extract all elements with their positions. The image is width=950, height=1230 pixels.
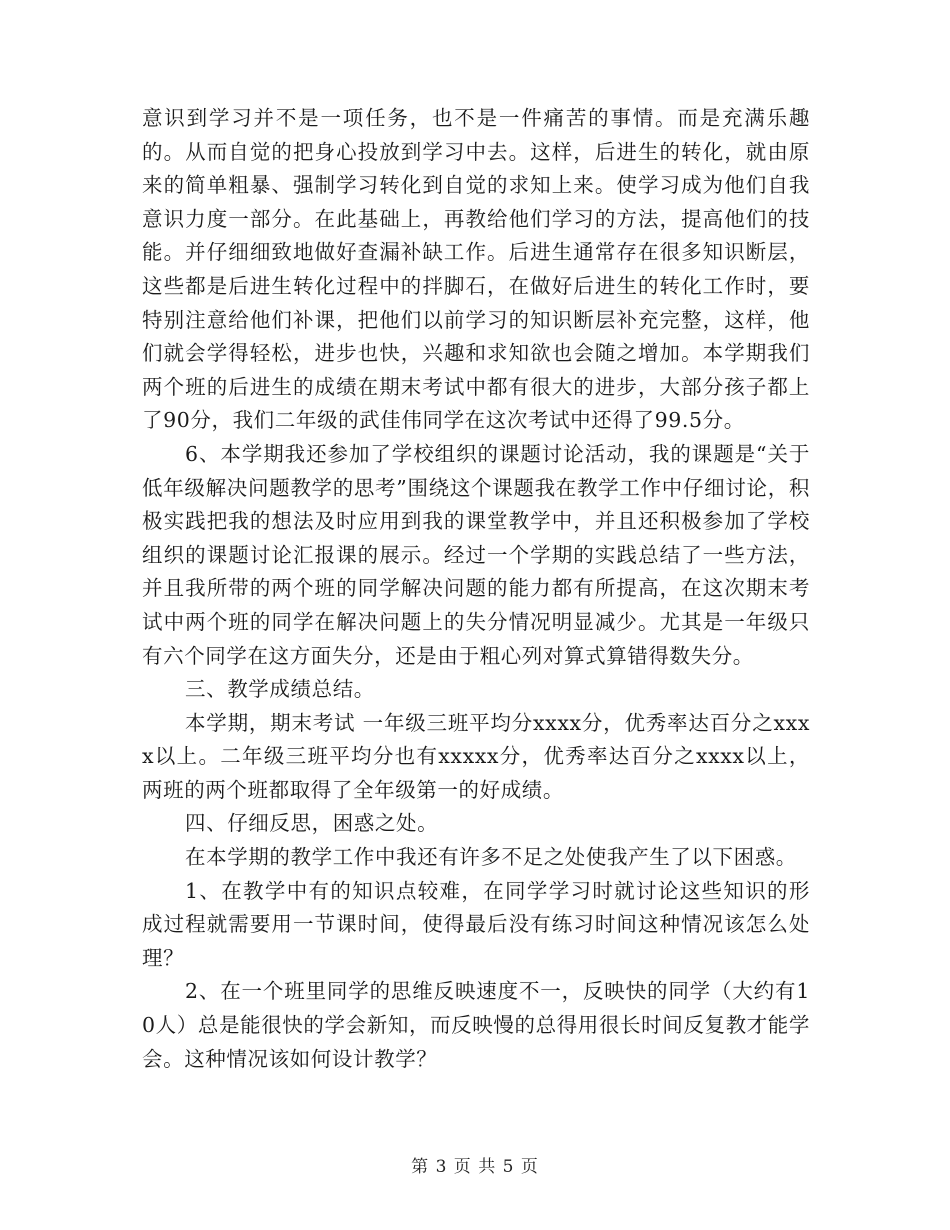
document-body <box>142 102 810 1076</box>
section-heading-results: 三、教学成绩总结。 <box>185 677 375 702</box>
paragraph-question-1: 1、在教学中有的知识点较难，在同学学习时就讨论这些知识的形成过程就需要用一节课时间，使得最后没有练习时间这种情况该怎么处理？ <box>142 878 810 970</box>
paragraph-question-2: 2、在一个班里同学的思维反映速度不一，反映快的同学（大约有10人）总是能很快的学会新知，而反映慢的总得用很长时间反复教才能学会。这种情况该如何设计教学？ <box>142 979 810 1071</box>
section-heading-reflection: 四、仔细反思，困惑之处。 <box>185 811 439 836</box>
paragraph-reflection-intro: 在本学期的教学工作中我还有许多不足之处使我产生了以下困惑。 <box>185 845 797 870</box>
paragraph-continuation: 意识到学习并不是一项任务，也不是一件痛苦的事情。而是充满乐趣的。从而自觉的把身心投放到学习中去。这样，后进生的转化，就由原来的简单粗暴、强制学习转化到自觉的求知上来。使学习成为他们自我意识力度一部分。在此基础上，再教给他们学习的方法，提高他们的技能。并仔细细致地做好查漏补缺工作。后进生通常存在很多知识断层，这些都是后进生转化过程中的拌脚石，在做好后进生的转化工作时，要特别注意给他们补课，把他们以前学习的知识断层补充完整，这样，他们就会学得轻松，进步也快，兴趣和求知欲也会随之增加。本学期我们两个班的后进生的成绩在期末考试中都有很大的进步，大部分孩子都上了90分，我们二年级的武佳伟同学在这次考试中还得了99.5分。 <box>142 106 810 433</box>
paragraph-item-6: 6、本学期我还参加了学校组织的课题讨论活动，我的课题是“关于低年级解决问题教学的思考”围绕这个课题我在教学工作中仔细讨论，积极实践把我的想法及时应用到我的课堂教学中，并且还积极参加了学校组织的课题讨论汇报课的展示。经过一个学期的实践总结了一些方法，并且我所带的两个班的同学解决问题的能力都有所提高，在这次期末考试中两个班的同学在解决问题上的失分情况明显减少。尤其是一年级只有六个同学在这方面失分，还是由于粗心列对算式算错得数失分。 <box>142 441 810 668</box>
paragraph-results: 本学期，期末考试 一年级三班平均分xxxx分，优秀率达百分之xxxx以上。二年级三班平均分也有xxxxx分，优秀率达百分之xxxx以上，两班的两个班都取得了全年级第一的好成绩。 <box>142 710 810 802</box>
page-number-footer: 第 3 页 共 5 页 <box>411 1157 539 1177</box>
